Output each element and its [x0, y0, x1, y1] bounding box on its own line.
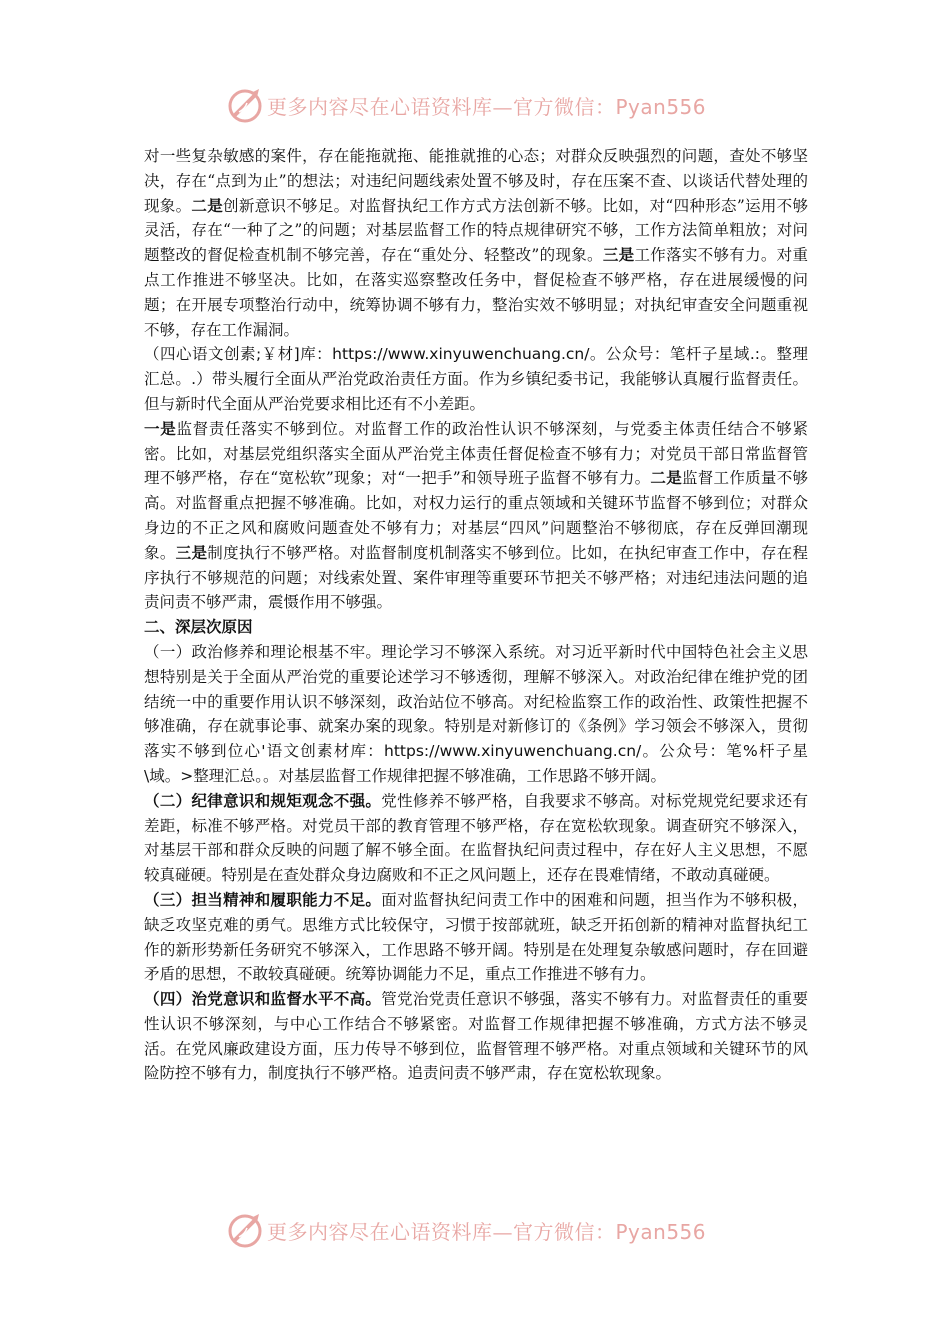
footer-banner — [0, 1210, 950, 1250]
paragraph-4: （一）政治修养和理论根基不牢。理论学习不够深入系统。对习近平新时代中国特色社会主义思想特别是关于全面从严治党的重要论述学习不够透彻，理解不够深入。对政治纪律在维护党的团结统一中的重要作用认识不够深刻，政治站位不够高。对纪检监察工作的政治性、政策性把握不够准确，存在就事论事、就案办案的现象。特别是对新修订的《条例》学习领会不够深入，贯彻落实不够到位心'语文创素材库：https://www.xinyuwenchuang.cn/。公众号：笔%杆子星\域。>整理汇总。。对基层监督工作规律把握不够准确，工作思路不够开阔。 — [144, 642, 808, 785]
document-body — [144, 144, 808, 1086]
banner-text: 更多内容尽在心语资料库—官方微信：Pyan556 — [267, 94, 707, 119]
paragraph-6: （三）担当精神和履职能力不足。面对监督执纪问责工作中的困难和问题，担当作为不够积极，缺乏攻坚克难的勇气。思维方式比较保守，习惯于按部就班，缺乏开拓创新的精神对监督执纪工作的新形势新任务研究不够深入，工作思路不够开阔。特别是在处理复杂敏感问题时，存在回避矛盾的思想，不敢较真碰硬。统筹协调能力不足，重点工作推进不够有力。 — [144, 889, 808, 984]
banner-text: 更多内容尽在心语资料库—官方微信：Pyan556 — [267, 1219, 707, 1244]
logo-icon — [225, 1210, 265, 1250]
paragraph-1: 对一些复杂敏感的案件，存在能拖就拖、能推就推的心态；对群众反映强烈的问题，查处不够坚决，存在“点到为止”的想法；对违纪问题线索处置不够及时，存在压案不查、以谈话代替处理的现象。二是创新意识不够足。对监督执纪工作方式方法创新不够。比如，对“四种形态”运用不够灵活，存在“一种了之”的问题；对基层监督工作的特点规律研究不够，工作方法简单粗放；对问题整改的督促检查机制不够完善，存在“重处分、轻整改”的现象。三是工作落实不够有力。对重点工作推进不够坚决。比如，在落实巡察整改任务中，督促检查不够严格，存在进展缓慢的问题；在开展专项整治行动中，统筹协调不够有力，整治实效不够明显；对执纪审查安全问题重视不够，存在工作漏洞。 — [144, 147, 808, 339]
wechat-id: Pyan556 — [615, 1219, 707, 1244]
wechat-id: Pyan556 — [615, 94, 707, 119]
paragraph-5: （二）纪律意识和规矩观念不强。党性修养不够严格，自我要求不够高。对标党规党纪要求还有差距，标准不够严格。对党员干部的教育管理不够严格，存在宽松软现象。调查研究不够深入，对基层干部和群众反映的问题了解不够全面。在监督执纪问责过程中，存在好人主义思想，不愿较真碰硬。特别是在查处群众身边腐败和不正之风问题上，还存在畏难情绪，不敢动真碰硬。 — [144, 790, 808, 885]
header-banner — [0, 85, 950, 125]
paragraph-2: （四心语文创素;￥材]库：https://www.xinyuwenchuang.cn/。公众号：笔杆子星域.:。整理汇总。.）带头履行全面从严治党政治责任方面。作为乡镇纪委书记，我能够认真履行监督责任。但与新时代全面从严治党要求相比还有不小差距。 — [144, 345, 808, 413]
section-heading: 二、深层次原因 — [144, 618, 253, 637]
paragraph-3: 一是监督责任落实不够到位。对监督工作的政治性认识不够深刻，与党委主体责任结合不够紧密。比如，对基层党组织落实全面从严治党主体责任督促检查不够有力；对党员干部日常监督管理不够严格，存在“宽松软”现象；对“一把手”和领导班子监督不够有力。二是监督工作质量不够高。对监督重点把握不够准确。比如，对权力运行的重点领域和关键环节监督不够到位；对群众身边的不正之风和腐败问题查处不够有力；对基层“四风”问题整治不够彻底，存在反弹回潮现象。三是制度执行不够严格。对监督制度机制落实不够到位。比如，在执纪审查工作中，存在程序执行不够规范的问题；对线索处置、案件审理等重要环节把关不够严格；对违纪违法问题的追责问责不够严肃，震慑作用不够强。 — [144, 418, 808, 612]
logo-icon — [225, 85, 265, 125]
paragraph-7: （四）治党意识和监督水平不高。管党治党责任意识不够强，落实不够有力。对监督责任的重要性认识不够深刻，与中心工作结合不够紧密。对监督工作规律把握不够准确，方式方法不够灵活。在党风廉政建设方面，压力传导不够到位，监督管理不够严格。对重点领域和关键环节的风险防控不够有力，制度执行不够严格。追责问责不够严肃，存在宽松软现象。 — [144, 989, 808, 1083]
